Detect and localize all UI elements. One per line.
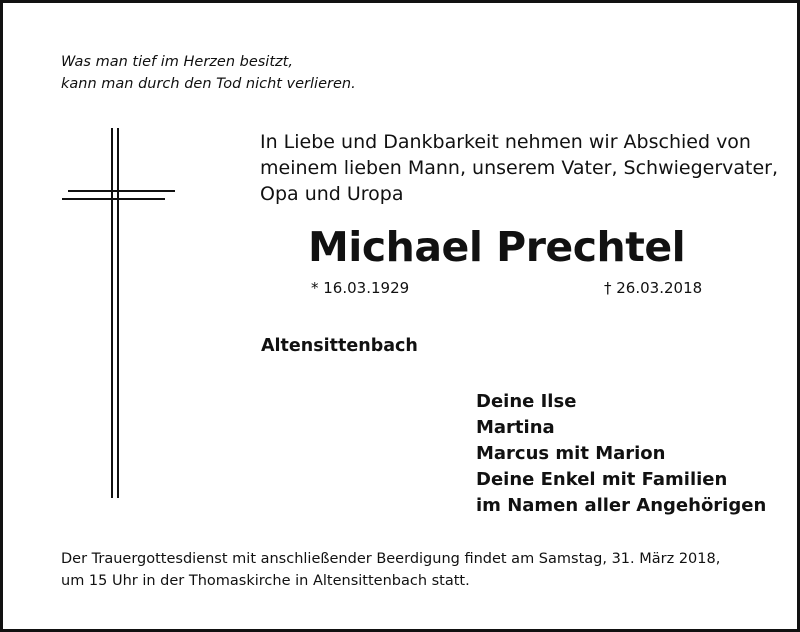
birth-date: * 16.03.1929	[311, 279, 410, 297]
cross-vertical-line-right	[117, 128, 119, 498]
service-info	[61, 548, 720, 592]
cross-horizontal-line-bottom	[62, 198, 165, 200]
quote	[61, 51, 356, 95]
cross-horizontal-line-top	[68, 190, 175, 192]
intro-line-1: In Liebe und Dankbarkeit nehmen wir Abschied von	[260, 131, 751, 153]
intro-line-3: Opa und Uropa	[260, 183, 404, 205]
mourners-list	[476, 389, 766, 519]
place-name: Altensittenbach	[261, 336, 418, 356]
death-date: † 26.03.2018	[604, 279, 703, 297]
mourner-item: Marcus mit Marion	[476, 443, 666, 464]
service-line-1: Der Trauergottesdienst mit anschließender Beerdigung findet am Samstag, 31. März 2018,	[61, 551, 721, 567]
intro-line-2: meinem lieben Mann, unserem Vater, Schwiegervater,	[260, 157, 779, 179]
service-line-2: um 15 Uhr in der Thomaskirche in Altensittenbach statt.	[61, 573, 470, 589]
cross-icon	[58, 128, 183, 503]
mourner-item: Deine Enkel mit Familien	[476, 469, 728, 490]
cross-vertical-line-left	[111, 128, 113, 498]
mourner-item: Deine Ilse	[476, 391, 577, 412]
mourner-item: im Namen aller Angehörigen	[476, 495, 767, 516]
intro-text	[260, 129, 778, 207]
quote-line-2: kann man durch den Tod nicht verlieren.	[61, 76, 356, 92]
mourner-item: Martina	[476, 417, 555, 438]
quote-line-1: Was man tief im Herzen besitzt,	[61, 54, 293, 70]
deceased-name: Michael Prechtel	[308, 223, 686, 271]
